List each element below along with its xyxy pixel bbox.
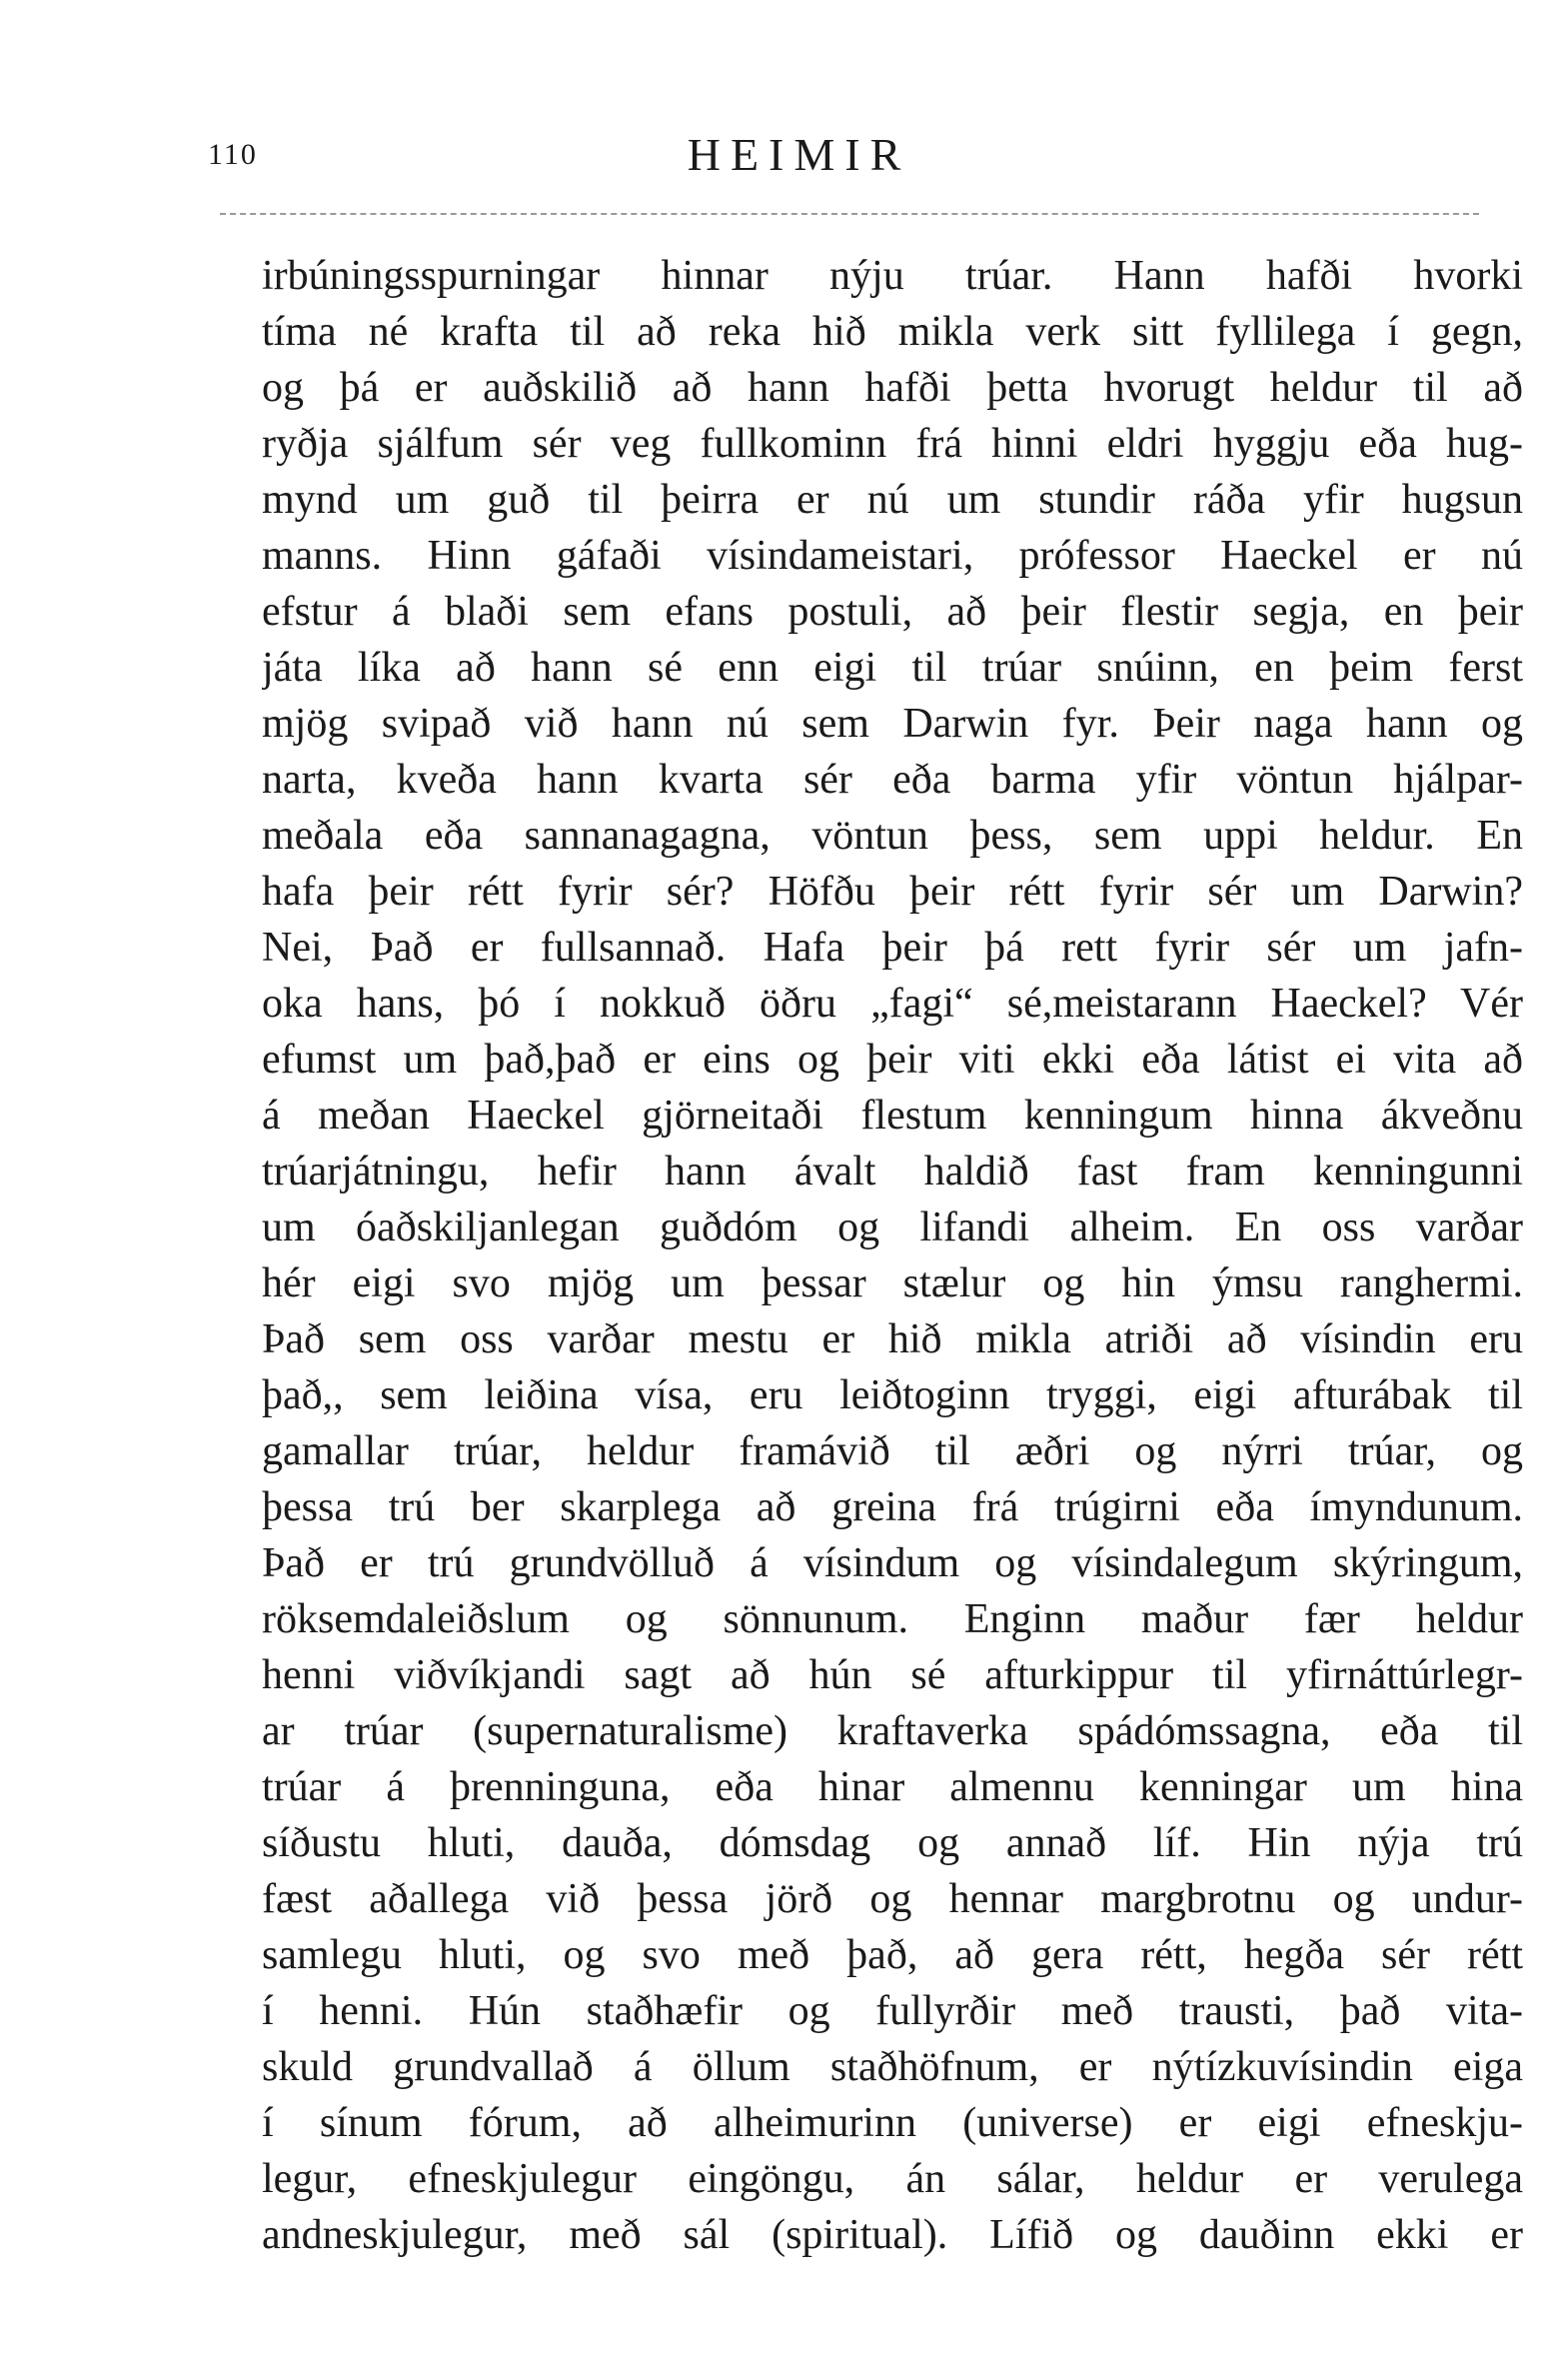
text-line: legur, efneskjulegur eingöngu, án sálar, heldur er verulega [262,2156,1523,2202]
text-line: efstur á blaði sem efans postuli, að þeir flestir segja, en þeir [262,589,1523,635]
running-title: HEIMIR [687,129,911,180]
text-line: narta, kveða hann kvarta sér eða barma yfir vöntun hjálpar- [262,757,1523,803]
text-line: trúar á þrenninguna, eða hinar almennu kenningar um hina [262,1764,1523,1810]
text-line: oka hans, þó í nokkuð öðru „fagi“ sé,meistarann Haeckel? Vér [262,981,1523,1027]
text-line: gamallar trúar, heldur framávið til æðri og nýrri trúar, og [262,1428,1523,1474]
text-line: skuld grundvallað á öllum staðhöfnum, er nýtízkuvísindin eiga [262,2044,1523,2090]
text-line: og þá er auðskilið að hann hafði þetta hvorugt heldur til að [262,365,1523,411]
text-line: röksemdaleiðslum og sönnunum. Enginn maður fær heldur [262,1596,1523,1642]
page-number: 110 [208,138,258,171]
text-line: trúarjátningu, hefir hann ávalt haldið fast fram kenningunni [262,1149,1523,1194]
text-line: í henni. Hún staðhæfir og fullyrðir með trausti, það vita- [262,1988,1523,2034]
text-line: á meðan Haeckel gjörneitaði flestum kenningum hinna ákveðnu [262,1093,1523,1139]
text-line: hafa þeir rétt fyrir sér? Höfðu þeir rétt fyrir sér um Darwin? [262,869,1523,915]
text-line: mjög svipað við hann nú sem Darwin fyr. Þeir naga hann og [262,701,1523,747]
text-line: tíma né krafta til að reka hið mikla verk sitt fyllilega í gegn, [262,309,1523,355]
text-line: andneskjulegur, með sál (spiritual). Lífið og dauðinn ekki er [262,2212,1523,2258]
text-line: játa líka að hann sé enn eigi til trúar snúinn, en þeim ferst [262,645,1523,691]
text-line: henni viðvíkjandi sagt að hún sé afturkippur til yfirnáttúrlegr- [262,1652,1523,1698]
text-line: efumst um það,það er eins og þeir viti ekki eða látist ei vita að [262,1037,1523,1083]
text-line: ryðja sjálfum sér veg fullkominn frá hinni eldri hyggju eða hug- [262,421,1523,467]
text-line: meðala eða sannanagagna, vöntun þess, sem uppi heldur. En [262,813,1523,859]
text-line: ar trúar (supernaturalisme) kraftaverka spádómssagna, eða til [262,1708,1523,1754]
text-line: Það sem oss varðar mestu er hið mikla atriði að vísindin eru [262,1316,1523,1362]
text-line: Það er trú grundvölluð á vísindum og vísindalegum skýringum, [262,1540,1523,1586]
text-line: manns. Hinn gáfaði vísindameistari, prófessor Haeckel er nú [262,533,1523,579]
text-line: hér eigi svo mjög um þessar stælur og hin ýmsu ranghermi. [262,1260,1523,1306]
text-line: mynd um guð til þeirra er nú um stundir ráða yfir hugsun [262,477,1523,523]
text-line: fæst aðallega við þessa jörð og hennar margbrotnu og undur- [262,1876,1523,1922]
text-line: Nei, Það er fullsannað. Hafa þeir þá rett fyrir sér um jafn- [262,925,1523,971]
text-line: í sínum fórum, að alheimurinn (universe) er eigi efneskju- [262,2100,1523,2146]
text-line: samlegu hluti, og svo með það, að gera rétt, hegða sér rétt [262,1932,1523,1978]
text-line: þessa trú ber skarplega að greina frá trúgirni eða ímyndunum. [262,1484,1523,1530]
text-line: það,, sem leiðina vísa, eru leiðtoginn tryggi, eigi afturábak til [262,1372,1523,1418]
text-line: irbúningsspurningar hinnar nýju trúar. Hann hafði hvorki [262,253,1523,299]
text-line: um óaðskiljanlegan guðdóm og lifandi alheim. En oss varðar [262,1204,1523,1250]
text-line: síðustu hluti, dauða, dómsdag og annað líf. Hin nýja trú [262,1820,1523,1866]
